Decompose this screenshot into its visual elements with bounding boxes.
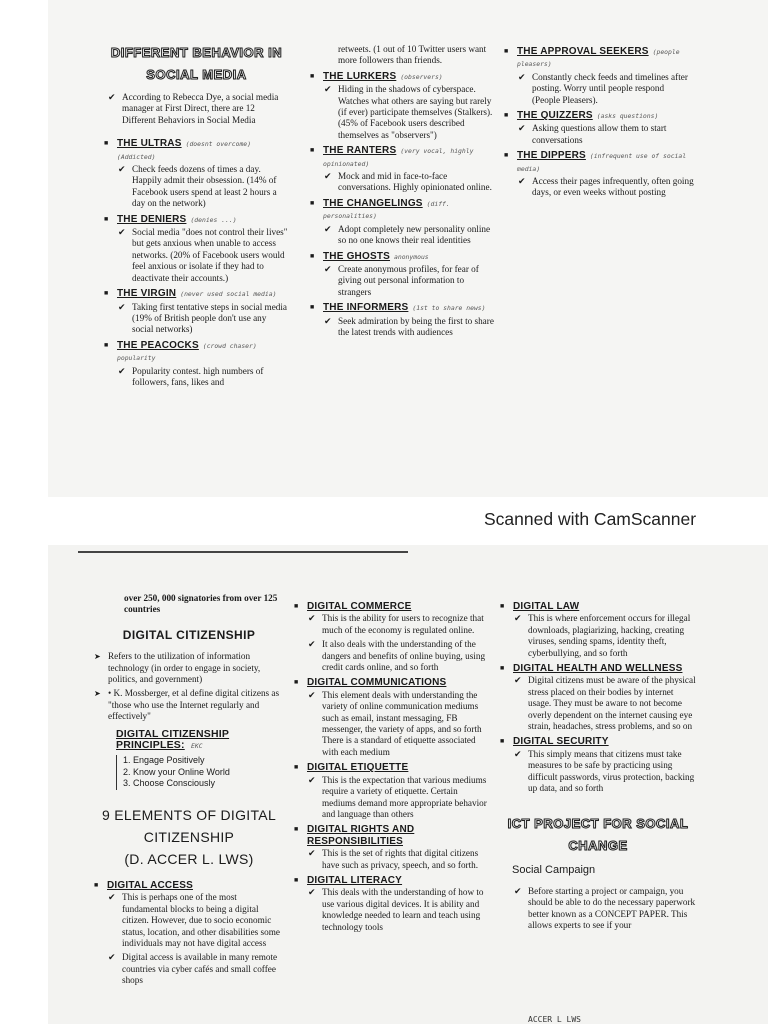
behavior-description: ✔ Create anonymous profiles, for fear of giving out personal information to strangers xyxy=(324,264,498,298)
element-name: DIGITAL COMMERCE xyxy=(307,601,412,612)
scanned-page-top xyxy=(48,0,768,497)
handwritten-note: (crowd chaser) popularity xyxy=(117,341,257,363)
behavior-name: THE GHOSTS xyxy=(323,250,391,262)
nine-elements-title: 9 ELEMENTS OF DIGITAL CITIZENSHIP xyxy=(101,806,277,845)
bottom-column-3 xyxy=(500,597,696,935)
bottom-column-2 xyxy=(294,597,490,936)
behavior-description: ✔ Asking questions allow them to start conversations xyxy=(518,123,694,146)
handwritten-note: (diff. personalities) xyxy=(323,199,450,221)
definition-point: ➤ • K. Mossberger, et al define digital citizens as "those who use the Internet regularly and effectively" xyxy=(94,688,284,722)
handwritten-note: (asks questions) xyxy=(596,112,659,121)
behavior-deniers xyxy=(104,214,289,284)
top-column-1 xyxy=(104,42,289,391)
behavior-name: THE PEACOCKS xyxy=(117,339,199,351)
behavior-name: THE INFORMERS xyxy=(323,302,409,314)
digital-citizenship-title: DIGITAL CITIZENSHIP xyxy=(122,627,256,642)
principle-item: 2. Know your Online World xyxy=(123,766,230,777)
camscanner-watermark: Scanned with CamScanner xyxy=(484,509,697,529)
behavior-description: ✔ Access their pages infrequently, often going days, or even weeks without posting xyxy=(518,176,694,199)
element-name: DIGITAL HEALTH AND WELLNESS xyxy=(513,663,683,675)
ict-project-title-line-2: CHANGE xyxy=(568,837,628,853)
element-digital-rights xyxy=(294,824,490,871)
element-description: ✔ It also deals with the understanding of the dangers and benefits of online buying, using credit cards online, and so forth xyxy=(308,639,490,673)
behavior-description: ✔ Popularity contest. high numbers of followers, fans, likes and xyxy=(118,366,289,389)
continued-text: retweets. (1 out of 10 Twitter users want more followers than friends. xyxy=(338,44,487,66)
handwritten-note: (people pleasers) xyxy=(517,48,680,69)
behavior-name: THE RANTERS xyxy=(323,145,397,157)
top-column-2 xyxy=(310,44,498,341)
element-digital-security xyxy=(500,736,696,794)
behavior-ultras xyxy=(104,138,289,209)
campaign-description: ✔ Before starting a project or campaign, you should be able to do the necessary paperwork better known as a CONCEPT PAPER. This allows experts to see if your xyxy=(514,886,696,932)
scanned-page-bottom xyxy=(48,545,768,1024)
bottom-column-1 xyxy=(94,593,284,990)
element-digital-access xyxy=(94,880,284,987)
nine-elements-mnemonic: (D. ACCER L. LWS) xyxy=(124,850,254,867)
ict-project-title-line-1: ICT PROJECT FOR SOCIAL xyxy=(507,815,689,831)
handwritten-note: (infrequent use of social media) xyxy=(517,152,687,173)
behavior-dippers xyxy=(504,150,694,199)
behavior-virgin xyxy=(104,288,289,336)
behavior-name: THE DIPPERS xyxy=(517,150,586,162)
behavior-description: ✔ Social media "does not control their lives" but gets anxious when unable to access networks. (20% of Facebook users would feel anxious or isolate if they had to deactivate their accounts.) xyxy=(118,227,289,284)
element-description: ✔ Digital citizens must be aware of the physical stress placed on their bodies by internet usage. They must be aware to not become overly dependent on the internet causing eye strain, headaches, stress problems, and so on xyxy=(514,675,696,732)
principle-item: 3. Choose Consciously xyxy=(123,778,216,789)
handwritten-note: EKC xyxy=(191,742,203,751)
page-title-line-2: SOCIAL MEDIA xyxy=(146,67,247,82)
handwritten-note: (doesnt overcome) (Addicted) xyxy=(117,140,252,161)
element-name: DIGITAL SECURITY xyxy=(513,736,609,748)
behavior-ghosts xyxy=(310,251,498,299)
element-digital-health xyxy=(500,663,696,732)
element-description: ✔ This is the ability for users to recognize that much of the economy is regulated online. xyxy=(308,613,490,636)
element-description: ✔ This deals with the understanding of how to use various digital devices. It is ability and knowledge needed to learn and teach using technology tools xyxy=(308,887,490,933)
behavior-changelings xyxy=(310,198,498,247)
element-description: ✔ This is where enforcement occurs for illegal downloads, plagiarizing, hacking, creating viruses, sending spams, identity theft, cyberbullying, and so forth xyxy=(514,613,696,659)
principles-title: DIGITAL CITIZENSHIP PRINCIPLES: xyxy=(116,727,230,752)
handwritten-note: (never used social media) xyxy=(180,290,277,299)
element-digital-etiquette xyxy=(294,762,490,820)
element-digital-communications xyxy=(294,677,490,758)
continued-text: over 250, 000 signatories from over 125 countries xyxy=(124,593,278,615)
behavior-name: THE VIRGIN xyxy=(117,288,177,300)
intro-paragraph: ✔ According to Rebecca Dye, a social media manager at First Direct, there are 12 Different Behaviors in Social Media xyxy=(108,92,289,126)
element-name: DIGITAL LITERACY xyxy=(307,874,403,886)
behavior-approval-seekers xyxy=(504,46,694,106)
behavior-description: ✔ Hiding in the shadows of cyberspace. Watches what others are saying but rarely (if ever) participate themselves (Stalkers). (45% of Facebook users described themselves as "observers") xyxy=(324,84,498,141)
behavior-quizzers xyxy=(504,110,694,146)
behavior-name: THE CHANGELINGS xyxy=(323,197,423,209)
behavior-name: THE QUIZZERS xyxy=(517,110,593,122)
element-name: DIGITAL LAW xyxy=(513,601,580,612)
element-description: ✔ This element deals with understanding the variety of online communication mediums such as email, instant messaging, FB messenger, the variety of apps, and so forth There is a standard of etiquette associated with each medium xyxy=(308,690,490,758)
handwritten-note: anonymous xyxy=(394,252,429,261)
behavior-description: ✔ Taking first tentative steps in social media (19% of British people don't use any social networks) xyxy=(118,302,289,336)
behavior-name: THE ULTRAS xyxy=(117,138,182,150)
behavior-description: ✔ Mock and mid in face-to-face conversations. Highly opinionated online. xyxy=(324,171,498,194)
element-description: ✔ This is the set of rights that digital citizens have such as privacy, speech, and so forth. xyxy=(308,848,490,871)
element-digital-law xyxy=(500,601,696,659)
handwritten-scribble: ACCER L LWS xyxy=(528,1015,581,1024)
handwritten-note: (denies ...) xyxy=(190,215,237,224)
element-digital-literacy xyxy=(294,875,490,933)
behavior-name: THE APPROVAL SEEKERS xyxy=(517,46,649,57)
element-digital-commerce xyxy=(294,601,490,673)
handwritten-note: (1st to share news) xyxy=(412,304,486,313)
behavior-peacocks xyxy=(104,340,289,389)
behavior-description: ✔ Seek admiration by being the first to share the latest trends with audiences xyxy=(324,316,498,339)
element-name: DIGITAL COMMUNICATIONS xyxy=(307,677,447,689)
principle-item: 1. Engage Positively xyxy=(123,755,205,766)
behavior-name: THE DENIERS xyxy=(117,213,187,225)
definition-point: ➤ Refers to the utilization of information technology (in order to engage in society, politics, and government) xyxy=(94,651,284,685)
social-campaign-heading: Social Campaign xyxy=(512,863,596,876)
behavior-informers xyxy=(310,302,498,338)
handwritten-note: (observers) xyxy=(400,72,443,81)
behavior-lurkers xyxy=(310,71,498,141)
principles-list xyxy=(116,755,284,790)
behavior-description: ✔ Constantly check feeds and timelines after posting. Worry until people respond (People Pleasers). xyxy=(518,72,694,106)
element-name: DIGITAL RIGHTS AND RESPONSIBILITIES xyxy=(307,824,415,847)
behavior-description: ✔ Check feeds dozens of times a day. Happily admit their obsession. (14% of Facebook users spend at least 2 hours a day on the network) xyxy=(118,164,289,210)
behavior-description: ✔ Adopt completely new personality online so no one knows their real identities xyxy=(324,224,498,247)
handwritten-note: (very vocal, highly opinionated) xyxy=(323,147,474,168)
element-name: DIGITAL ACCESS xyxy=(107,879,193,891)
element-name: DIGITAL ETIQUETTE xyxy=(307,762,409,774)
element-description: ✔ Digital access is available in many remote countries via cyber cafés and small coffee shops xyxy=(108,952,284,986)
top-column-3 xyxy=(504,42,694,202)
element-description: ✔ This is perhaps one of the most fundamental blocks to being a digital citizen. However, due to socio economic status, location, and other disabilities some individuals may not have digital access xyxy=(108,892,284,949)
page-title-line-1: DIFFERENT BEHAVIOR IN xyxy=(110,45,283,60)
behavior-name: THE LURKERS xyxy=(323,70,397,82)
behavior-ranters xyxy=(310,145,498,194)
element-description: ✔ This simply means that citizens must take measures to be safe by practicing using difficult passwords, virus protection, backing up data, and so forth xyxy=(514,749,696,795)
element-description: ✔ This is the expectation that various mediums require a variety of etiquette. Certain mediums demand more appropriate behavior and language than others xyxy=(308,775,490,821)
page-edge-line xyxy=(78,551,408,553)
